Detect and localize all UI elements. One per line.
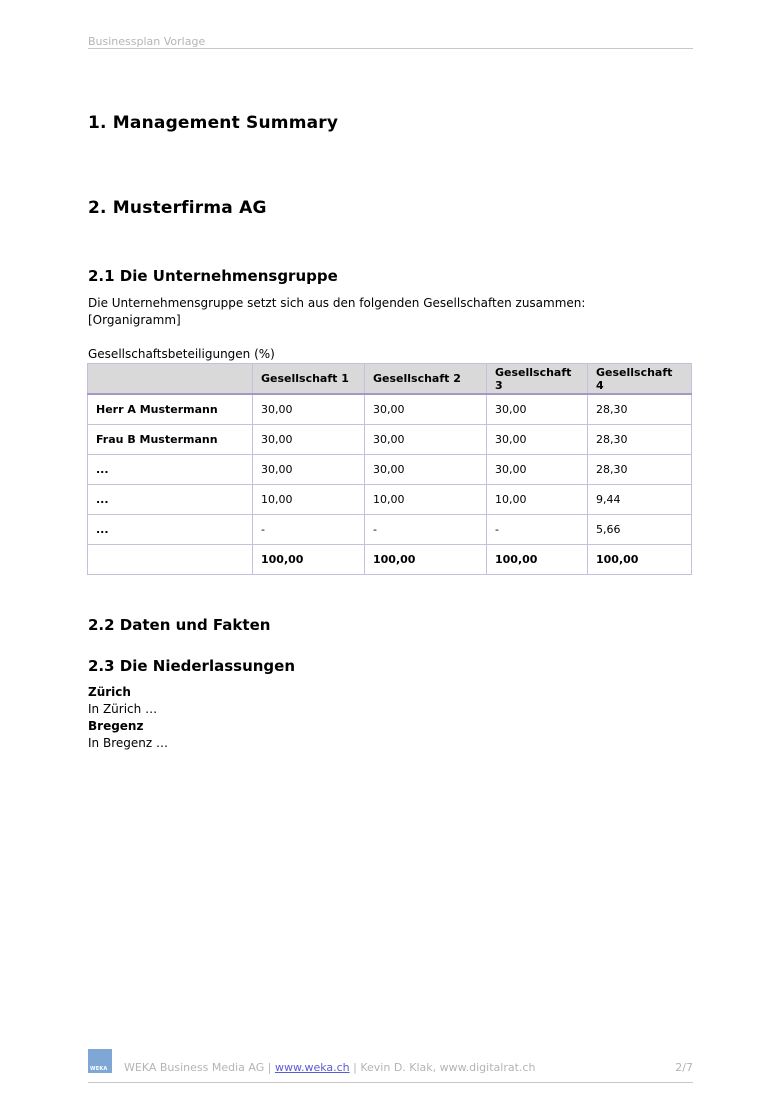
table-cell: 9,44 — [588, 485, 692, 515]
row-label: ... — [88, 455, 253, 485]
table-cell: 5,66 — [588, 515, 692, 545]
heading-management-summary: 1. Management Summary — [88, 113, 339, 133]
column-header: Gesellschaft 3 — [487, 364, 588, 395]
table-cell: 30,00 — [253, 425, 365, 455]
heading-niederlassungen: 2.3 Die Niederlassungen — [88, 657, 296, 675]
column-header — [88, 364, 253, 395]
column-header: Gesellschaft 4 — [588, 364, 692, 395]
table-cell: 10,00 — [253, 485, 365, 515]
total-cell: 100,00 — [588, 545, 692, 575]
table-row — [88, 394, 692, 425]
total-cell: 100,00 — [487, 545, 588, 575]
column-header: Gesellschaft 2 — [365, 364, 487, 395]
table-caption: Gesellschaftsbeteiligungen (%) — [88, 347, 275, 361]
table-cell: 30,00 — [487, 455, 588, 485]
weka-logo — [88, 1049, 112, 1073]
heading-musterfirma: 2. Musterfirma AG — [88, 198, 267, 218]
location-text: In Zürich … — [88, 702, 158, 716]
page-footer — [88, 1049, 693, 1083]
table-row — [88, 485, 692, 515]
total-cell: 100,00 — [365, 545, 487, 575]
row-label: ... — [88, 515, 253, 545]
row-label — [88, 545, 253, 575]
table-cell: 28,30 — [588, 425, 692, 455]
table-cell: 10,00 — [365, 485, 487, 515]
table-cell: 30,00 — [253, 394, 365, 425]
shareholdings-table — [87, 363, 692, 575]
weka-link[interactable]: www.weka.ch — [274, 1061, 350, 1074]
row-label: Frau B Mustermann — [88, 425, 253, 455]
table-cell: 30,00 — [487, 394, 588, 425]
logo-text: WEKA — [90, 1066, 108, 1072]
table-row — [88, 515, 692, 545]
locations-list — [88, 684, 168, 752]
table-cell: 28,30 — [588, 394, 692, 425]
document-title: Businessplan Vorlage — [88, 35, 206, 48]
table-cell: - — [365, 515, 487, 545]
row-label: ... — [88, 485, 253, 515]
organigram-placeholder: [Organigramm] — [88, 313, 181, 327]
table-cell: 30,00 — [253, 455, 365, 485]
intro-line-1: Die Unternehmensgruppe setzt sich aus den folgenden Gesellschaften zusammen: — [88, 296, 586, 310]
footer-company: WEKA Business Media AG | — [124, 1061, 272, 1074]
footer-author: | Kevin D. Klak, www.digitalrat.ch — [353, 1061, 536, 1074]
location-text: In Bregenz … — [88, 736, 168, 750]
table-cell: 28,30 — [588, 455, 692, 485]
table-cell: - — [487, 515, 588, 545]
table-cell: 30,00 — [487, 425, 588, 455]
table-cell: 10,00 — [487, 485, 588, 515]
table-row — [88, 455, 692, 485]
page-number: 2/7 — [675, 1061, 693, 1074]
heading-unternehmensgruppe: 2.1 Die Unternehmensgruppe — [88, 267, 338, 285]
total-cell: 100,00 — [253, 545, 365, 575]
table-total-row — [88, 545, 692, 575]
table-row — [88, 425, 692, 455]
table-cell: 30,00 — [365, 455, 487, 485]
row-label: Herr A Mustermann — [88, 394, 253, 425]
footer-text — [124, 1061, 535, 1074]
location-name: Zürich — [88, 685, 131, 699]
table-cell: 30,00 — [365, 425, 487, 455]
table-header-row — [88, 364, 692, 395]
heading-daten-fakten: 2.2 Daten und Fakten — [88, 616, 271, 634]
table-cell: 30,00 — [365, 394, 487, 425]
page-header — [88, 30, 693, 49]
location-name: Bregenz — [88, 719, 144, 733]
column-header: Gesellschaft 1 — [253, 364, 365, 395]
intro-text — [88, 295, 585, 329]
table-cell: - — [253, 515, 365, 545]
